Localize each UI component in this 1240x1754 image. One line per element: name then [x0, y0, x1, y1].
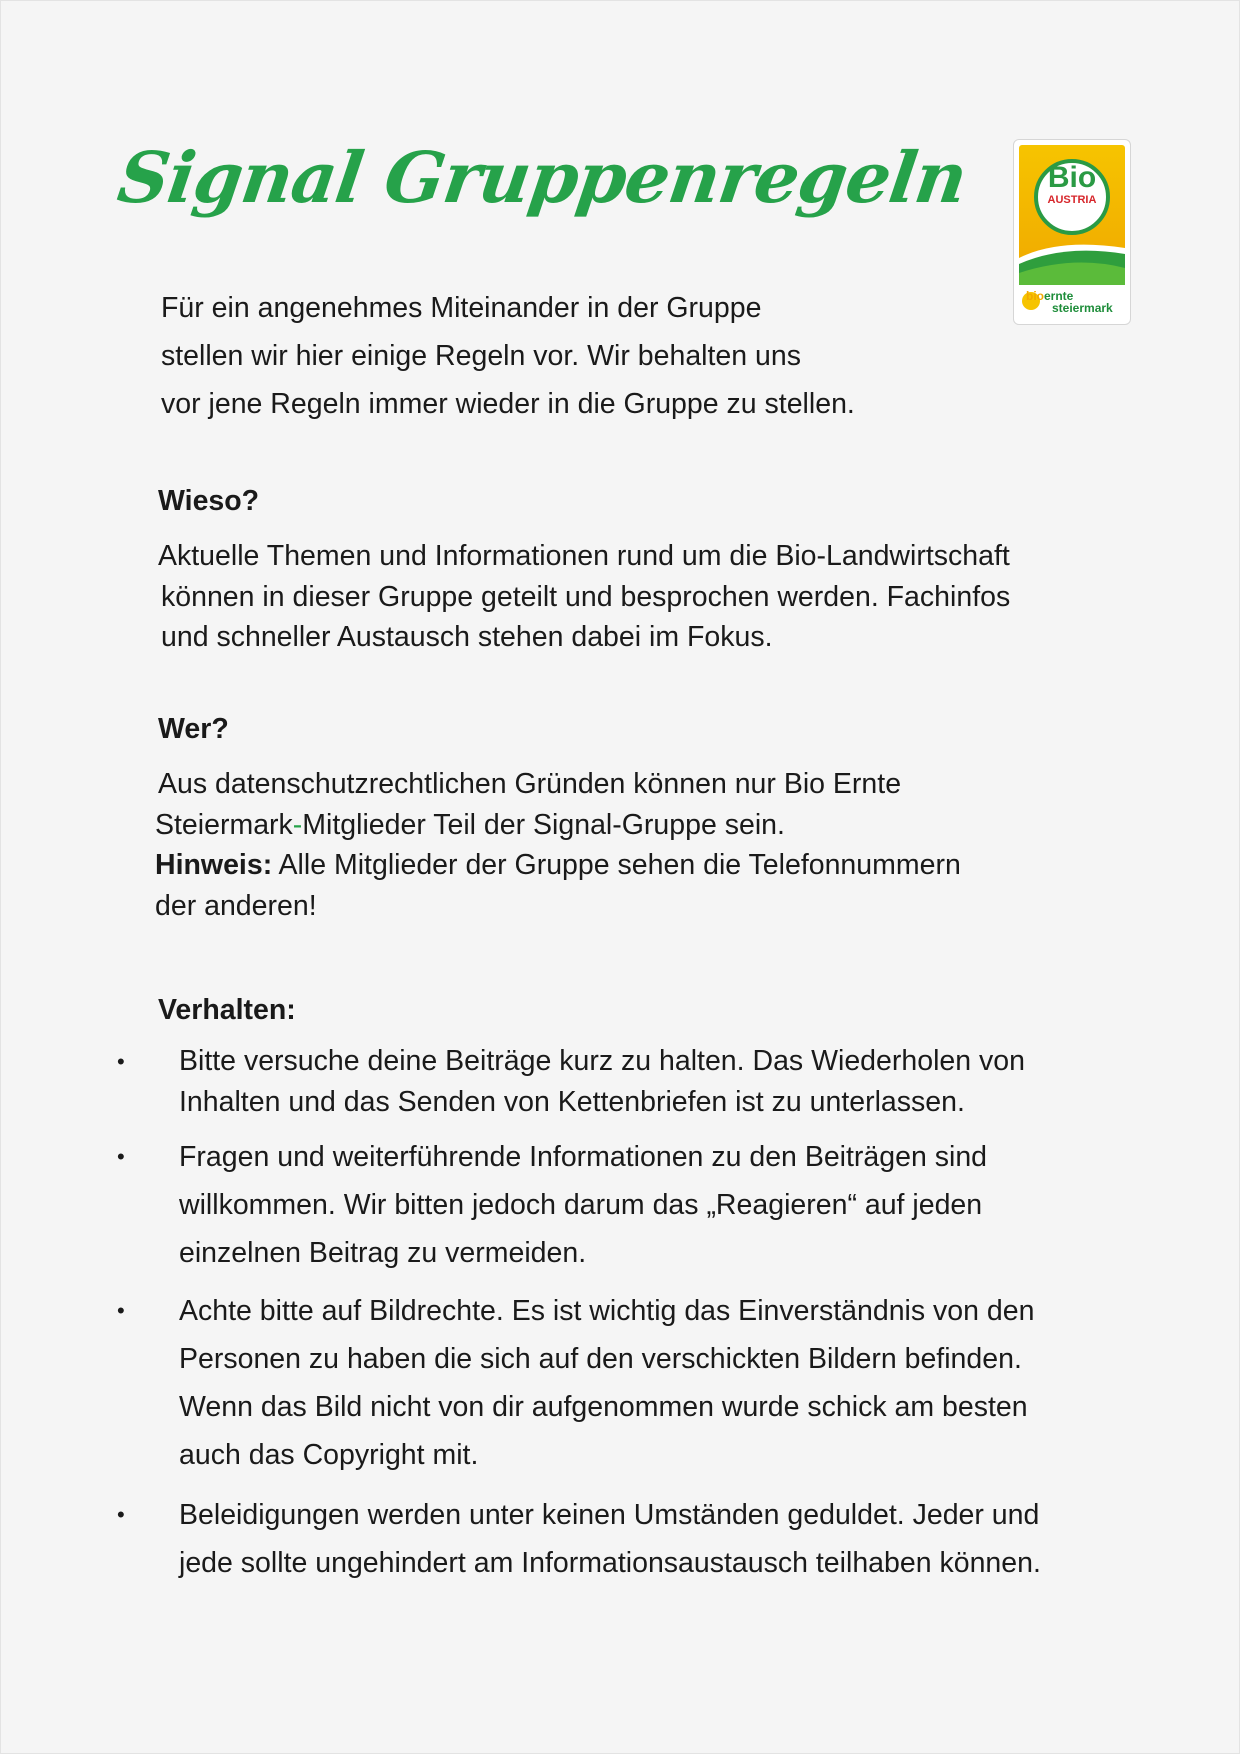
wieso-line: können in dieser Gruppe geteilt und besprochen werden. Fachinfos — [161, 580, 1011, 613]
list-item-line: Fragen und weiterführende Informationen zu den Beiträgen sind — [179, 1141, 988, 1173]
bullet-dot: • — [117, 1298, 125, 1323]
bullet-dot: • — [117, 1502, 125, 1527]
list-item-line: Inhalten und das Senden von Kettenbriefen ist zu unterlassen. — [179, 1086, 965, 1118]
page-title: Signal Gruppenregeln — [113, 136, 972, 219]
logo-ernte: ernte — [1044, 289, 1074, 303]
bullet-dot: • — [117, 1049, 125, 1074]
list-item-line: einzelnen Beitrag zu vermeiden. — [179, 1237, 587, 1269]
logo-bio-text: Bio — [1047, 161, 1097, 194]
logo-austria-text: AUSTRIA — [1047, 194, 1097, 206]
intro-line: Für ein angenehmes Miteinander in der Gruppe — [161, 292, 762, 324]
list-item-line: Beleidigungen werden unter keinen Umständen geduldet. Jeder und — [179, 1499, 1040, 1531]
rules-list — [117, 1041, 1137, 1587]
intro-line: vor jene Regeln immer wieder in die Gruppe zu stellen. — [161, 388, 855, 420]
section-text-wer — [155, 764, 961, 926]
intro-line: stellen wir hier einige Regeln vor. Wir behalten uns — [161, 340, 801, 372]
hint-label: Hinweis: — [155, 849, 273, 881]
wer-dash: - — [292, 808, 303, 841]
wieso-line: und schneller Austausch stehen dabei im Fokus. — [161, 621, 773, 653]
list-item-line: Wenn das Bild nicht von dir aufgenommen wurde schick am besten — [179, 1391, 1028, 1423]
logo-steiermark: steiermark — [1052, 301, 1113, 315]
wer-hint — [155, 845, 961, 886]
bullet-dot: • — [117, 1144, 125, 1169]
list-item — [117, 1133, 1137, 1277]
logo-bio-small: bio — [1026, 289, 1044, 303]
list-item — [117, 1491, 1137, 1587]
list-item-line: jede sollte ungehindert am Informationsaustausch teilhaben können. — [179, 1547, 1041, 1579]
wer-line — [155, 805, 961, 846]
list-item-line: Achte bitte auf Bildrechte. Es ist wichtig das Einverständnis von den — [179, 1295, 1035, 1327]
list-item-line: Personen zu haben die sich auf den verschickten Bildern befinden. — [179, 1343, 1022, 1375]
section-heading-verhalten: Verhalten: — [158, 994, 296, 1026]
hint-text: Alle Mitglieder der Gruppe sehen die Telefonnummern — [272, 849, 961, 881]
wer-members-text: Mitglieder Teil der Signal-Gruppe sein. — [302, 808, 785, 841]
list-item-line: auch das Copyright mit. — [179, 1439, 479, 1471]
wer-steiermark: Steiermark — [155, 808, 293, 841]
section-heading-wieso: Wieso? — [158, 485, 260, 517]
list-item — [117, 1041, 1137, 1123]
wer-line: Aus datenschutzrechtlichen Gründen können nur Bio Ernte — [158, 768, 902, 800]
intro-paragraph — [161, 284, 855, 428]
section-heading-wer: Wer? — [158, 713, 229, 745]
bio-ernte-steiermark-logo — [1013, 139, 1131, 325]
list-item — [117, 1287, 1137, 1479]
wieso-line: Aktuelle Themen und Informationen rund um die Bio-Landwirtschaft — [158, 540, 1010, 572]
list-item-line: Bitte versuche deine Beiträge kurz zu halten. Das Wiederholen von — [179, 1045, 1025, 1077]
logo-subtitle — [1026, 290, 1113, 314]
section-text-wieso — [158, 536, 1010, 658]
list-item-line: willkommen. Wir bitten jedoch darum das „Reagieren“ auf jeden — [179, 1189, 983, 1221]
wer-hint-line: der anderen! — [155, 889, 317, 922]
